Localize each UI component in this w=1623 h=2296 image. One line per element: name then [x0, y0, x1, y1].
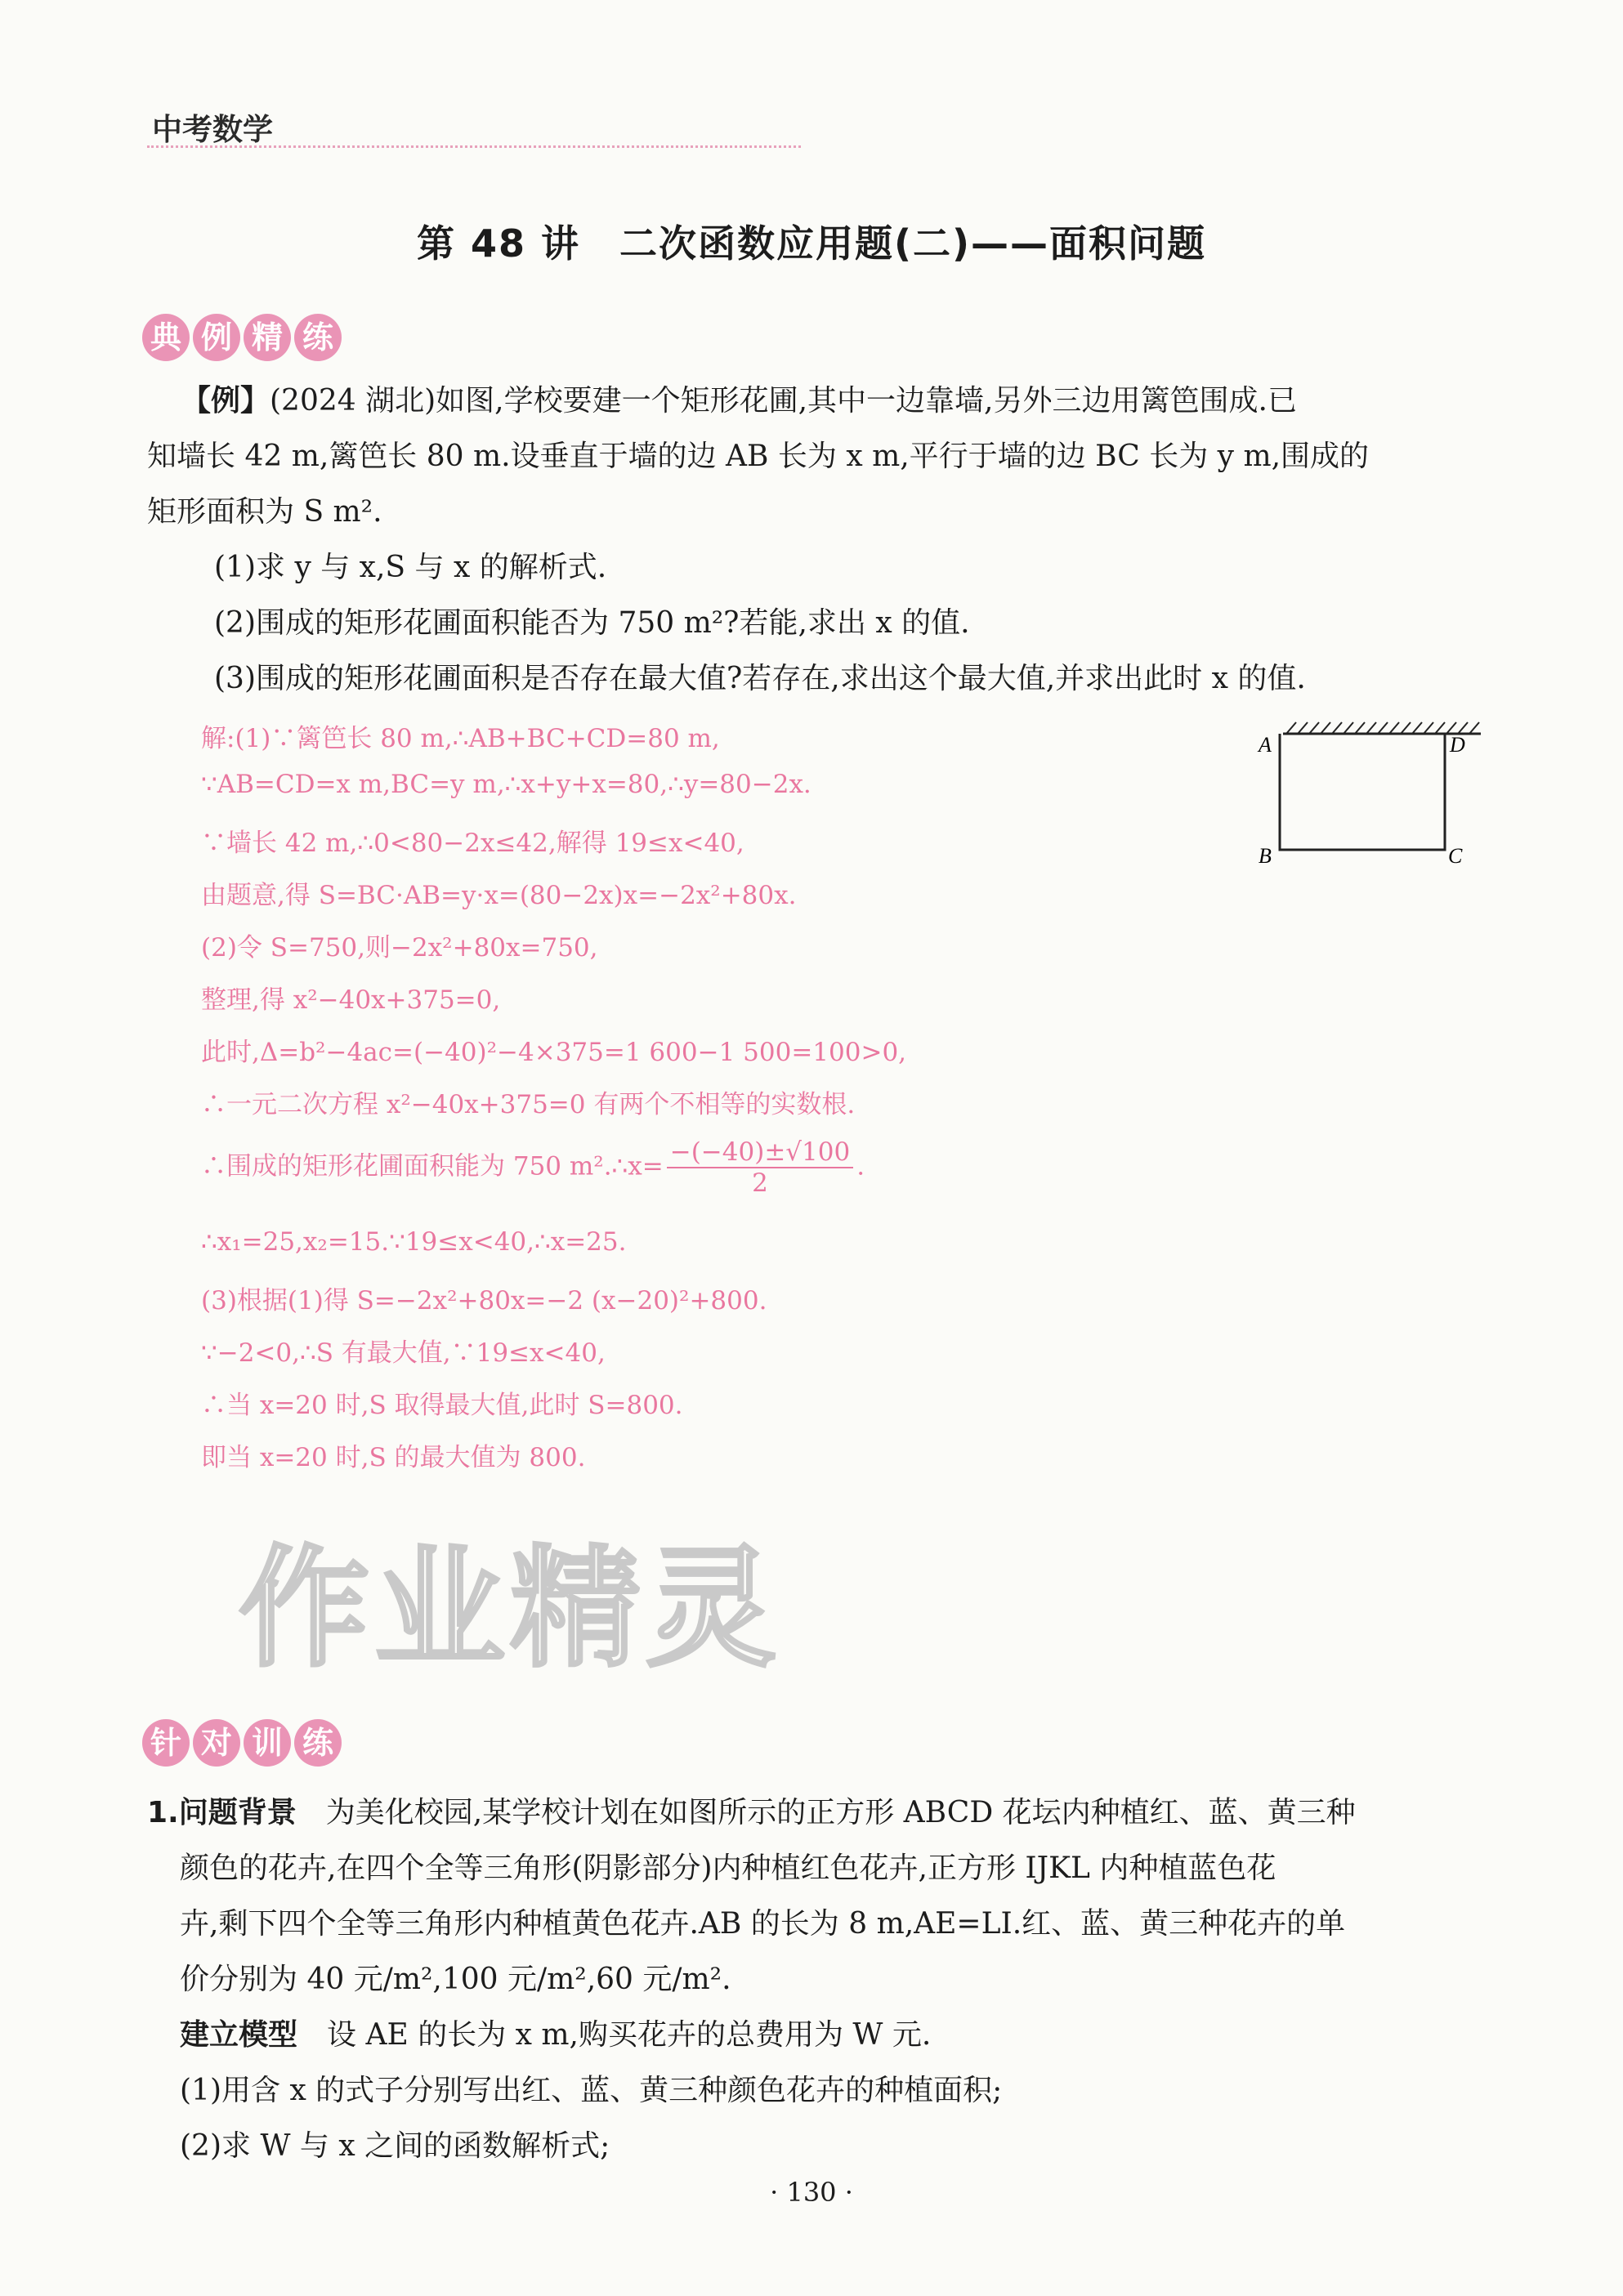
fraction-numerator: −(−40)±√100	[667, 1137, 853, 1168]
background-text-line: 颜色的花卉,在四个全等三角形(阴影部分)内种植红色花卉,正方形 IJKL 内种植蓝色花	[180, 1852, 1276, 1885]
example-question-2: (2)围成的矩形花圃面积能否为 750 m²?若能,求出 x 的值.	[214, 606, 970, 640]
page-number: · 130 ·	[770, 2177, 853, 2208]
background-text-line: 卉,剩下四个全等三角形内种植黄色花卉.AB 的长为 8 m,AE=LI.红、蓝、黄三种花卉的单	[180, 1907, 1346, 1941]
example-text-line: (2024 湖北)如图,学校要建一个矩形花圃,其中一边靠墙,另外三边用篱笆围成.已	[270, 384, 1297, 418]
badge-char: 练	[294, 314, 342, 361]
fence-rectangle	[1280, 734, 1445, 850]
label-D: D	[1450, 733, 1465, 757]
solution-line: ∴一元二次方程 x²−40x+375=0 有两个不相等的实数根.	[201, 1090, 856, 1119]
solution-line: (2)令 S=750,则−2x²+80x=750,	[201, 933, 598, 963]
badge-char: 训	[244, 1719, 291, 1767]
example-first-line	[181, 377, 1297, 419]
badge-char: 对	[193, 1719, 240, 1767]
solution-line: ∵墙长 42 m,∴0<80−2x≤42,解得 19≤x<40,	[201, 829, 744, 858]
quadratic-formula-fraction	[667, 1137, 853, 1198]
watermark: 作业精灵	[239, 1532, 782, 1685]
wall-hatching	[1286, 722, 1479, 734]
solution-line: ∴x₁=25,x₂=15.∵19≤x<40,∴x=25.	[201, 1227, 627, 1257]
running-title: 中考数学	[152, 112, 273, 147]
label-A: A	[1259, 733, 1272, 757]
solution-line: 整理,得 x²−40x+375=0,	[201, 985, 501, 1015]
label-B: B	[1259, 844, 1272, 868]
model-line	[180, 2012, 931, 2053]
solution-line: 解:(1)∵篱笆长 80 m,∴AB+BC+CD=80 m,	[201, 724, 720, 753]
header-divider	[147, 145, 801, 148]
background-label: 问题背景	[178, 1796, 297, 1829]
section-badge-training	[142, 1719, 342, 1767]
training-question-2: (2)求 W 与 x 之间的函数解析式;	[180, 2129, 610, 2163]
solution-line: ∴当 x=20 时,S 取得最大值,此时 S=800.	[201, 1391, 683, 1420]
example-text-line: 矩形面积为 S m².	[147, 495, 382, 529]
background-text-line: 为美化校园,某学校计划在如图所示的正方形 ABCD 花坛内种植红、蓝、黄三种	[325, 1796, 1356, 1829]
fraction-denominator: 2	[752, 1168, 768, 1198]
model-text: 设 AE 的长为 x m,购买花卉的总费用为 W 元.	[327, 2018, 932, 2052]
lecture-title: 第 48 讲 二次函数应用题(二)——面积问题	[416, 221, 1207, 266]
model-label: 建立模型	[180, 2018, 298, 2052]
solution-line: ∵−2<0,∴S 有最大值,∵19≤x<40,	[201, 1338, 606, 1368]
example-question-1: (1)求 y 与 x,S 与 x 的解析式.	[214, 551, 607, 584]
badge-char: 针	[142, 1719, 190, 1767]
example-question-3: (3)围成的矩形花圃面积是否存在最大值?若存在,求出这个最大值,并求出此时 x 的值.	[214, 662, 1306, 695]
badge-char: 精	[244, 314, 291, 361]
label-C: C	[1448, 844, 1463, 868]
solution-line: 此时,Δ=b²−4ac=(−40)²−4×375=1 600−1 500=100>0,	[201, 1038, 907, 1067]
problem-number: 1.	[147, 1796, 179, 1829]
badge-char: 典	[142, 314, 190, 361]
example-label: 【例】	[181, 384, 270, 418]
solution-area-suffix: .	[856, 1151, 865, 1182]
solution-area-prefix: ∴围成的矩形花圃面积能为 750 m².∴x=	[201, 1151, 664, 1182]
section-badge-example	[142, 314, 342, 361]
example-text-line: 知墙长 42 m,篱笆长 80 m.设垂直于墙的边 AB 长为 x m,平行于墙的边 BC 长为 y m,围成的	[147, 440, 1370, 473]
training-question-1: (1)用含 x 的式子分别写出红、蓝、黄三种颜色花卉的种植面积;	[180, 2074, 1003, 2107]
background-text-line: 价分别为 40 元/m²,100 元/m²,60 元/m².	[180, 1963, 731, 1996]
solution-line: 由题意,得 S=BC·AB=y·x=(80−2x)x=−2x²+80x.	[201, 881, 797, 910]
solution-line: (3)根据(1)得 S=−2x²+80x=−2 (x−20)²+800.	[201, 1286, 767, 1316]
training-first-line	[147, 1789, 1356, 1831]
solution-line: ∵AB=CD=x m,BC=y m,∴x+y+x=80,∴y=80−2x.	[201, 770, 812, 799]
badge-char: 例	[193, 314, 240, 361]
solution-line: 即当 x=20 时,S 的最大值为 800.	[201, 1443, 586, 1472]
solution-area-line	[201, 1137, 865, 1198]
garden-rectangle-figure	[1250, 709, 1496, 873]
badge-char: 练	[294, 1719, 342, 1767]
